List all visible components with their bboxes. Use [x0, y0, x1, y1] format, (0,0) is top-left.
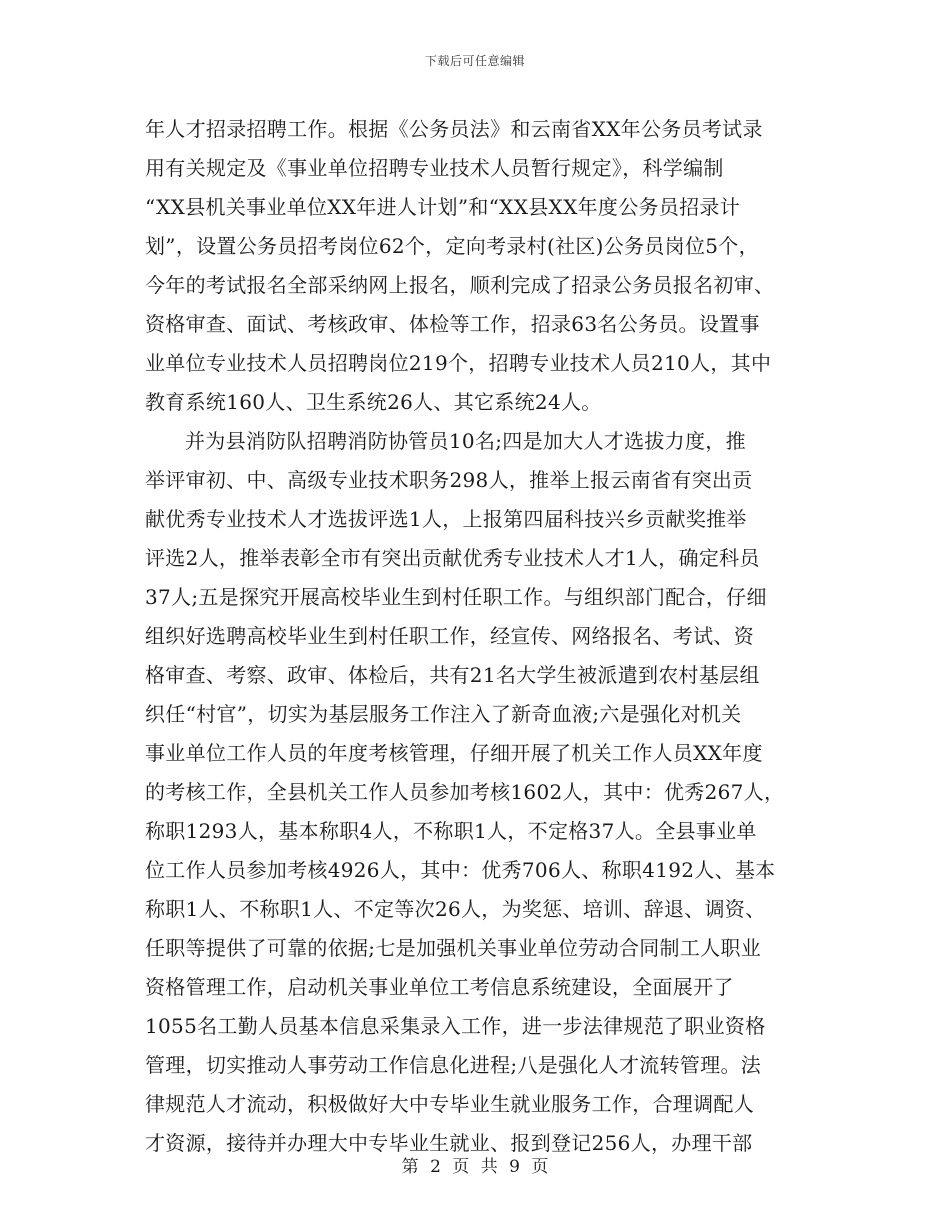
footer-prefix: 第 [401, 1157, 419, 1177]
body-line: “XX县机关事业单位XX年进人计划”和“XX县XX年度公务员招录计 [145, 195, 741, 219]
page-total: 9 [509, 1157, 520, 1177]
page-number: 2 [430, 1157, 441, 1177]
body-line: 年人才招录招聘工作。根据《公务员法》和云南省XX年公务员考试录 [145, 117, 763, 141]
body-line: 资格管理工作，启动机关事业单位工考信息系统建设，全面展开了 [145, 975, 734, 999]
body-line: 称职1人、不称职1人、不定等次26人，为奖惩、培训、辞退、调资、 [145, 897, 766, 921]
body-line: 管理，切实推动人事劳动工作信息化进程;八是强化人才流转管理。法 [145, 1053, 762, 1077]
paragraph-start-line: 并为县消防队招聘消防协管员10名;四是加大人才选拔力度，推 [185, 429, 746, 453]
body-line: 织任“村官”，切实为基层服务工作注入了新奇血液;六是强化对机关 [145, 702, 742, 726]
body-line: 称职1293人，基本称职4人，不称职1人，不定格37人。全县事业单 [145, 819, 757, 843]
body-line: 今年的考试报名全部采纳网上报名，顺利完成了招录公务员报名初审、 [145, 273, 775, 297]
body-line: 的考核工作，全县机关工作人员参加考核1602人，其中：优秀267人， [145, 780, 785, 804]
body-line: 37人;五是探究开展高校毕业生到村任职工作。与组织部门配合，仔细 [145, 585, 767, 609]
body-line: 用有关规定及《事业单位招聘专业技术人员暂行规定》，科学编制 [145, 156, 724, 180]
body-line: 评选2人，推举表彰全市有突出贡献优秀专业技术人才1人，确定科员 [145, 546, 760, 570]
header-note: 下载后可任意编辑 [424, 54, 525, 68]
body-line: 1055名工勤人员基本信息采集录入工作，进一步法律规范了职业资格 [145, 1014, 766, 1038]
body-line: 业单位专业技术人员招聘岗位219个，招聘专业技术人员210人，其中 [145, 351, 772, 375]
body-line: 格审查、考察、政审、体检后，共有21名大学生被派遣到农村基层组 [145, 663, 760, 687]
body-line: 位工作人员参加考核4926人，其中：优秀706人、称职4192人、基本 [145, 858, 776, 882]
footer-total-unit: 页 [531, 1157, 549, 1177]
body-line: 举评审初、中、高级专业技术职务298人，推举上报云南省有突出贡 [145, 468, 753, 492]
body-line: 划”，设置公务员招考岗位62个，定向考录村(社区)公务员岗位5个， [145, 234, 759, 258]
body-text [145, 110, 835, 1163]
body-line: 教育系统160人、卫生系统26人、其它系统24人。 [145, 390, 602, 414]
footer-total-prefix: 共 [480, 1157, 498, 1177]
body-line: 献优秀专业技术人才选拔评选1人，上报第四届科技兴乡贡献奖推举 [145, 507, 747, 531]
body-line: 事业单位工作人员的年度考核管理，仔细开展了机关工作人员XX年度 [145, 741, 763, 765]
body-line: 才资源，接待并办理大中专毕业生就业、报到登记256人，办理干部 [145, 1131, 753, 1155]
body-line: 律规范人才流动，积极做好大中专毕业生就业服务工作，合理调配人 [145, 1092, 754, 1116]
body-line: 任职等提供了可靠的依据;七是加强机关事业单位劳动合同制工人职业 [145, 936, 762, 960]
body-line: 资格审查、面试、考核政审、体检等工作，招录63名公务员。设置事 [145, 312, 760, 336]
page-footer [0, 1152, 950, 1177]
footer-page-unit: 页 [452, 1157, 470, 1177]
body-line: 组织好选聘高校毕业生到村任职工作，经宣传、网络报名、考试、资 [145, 624, 754, 648]
